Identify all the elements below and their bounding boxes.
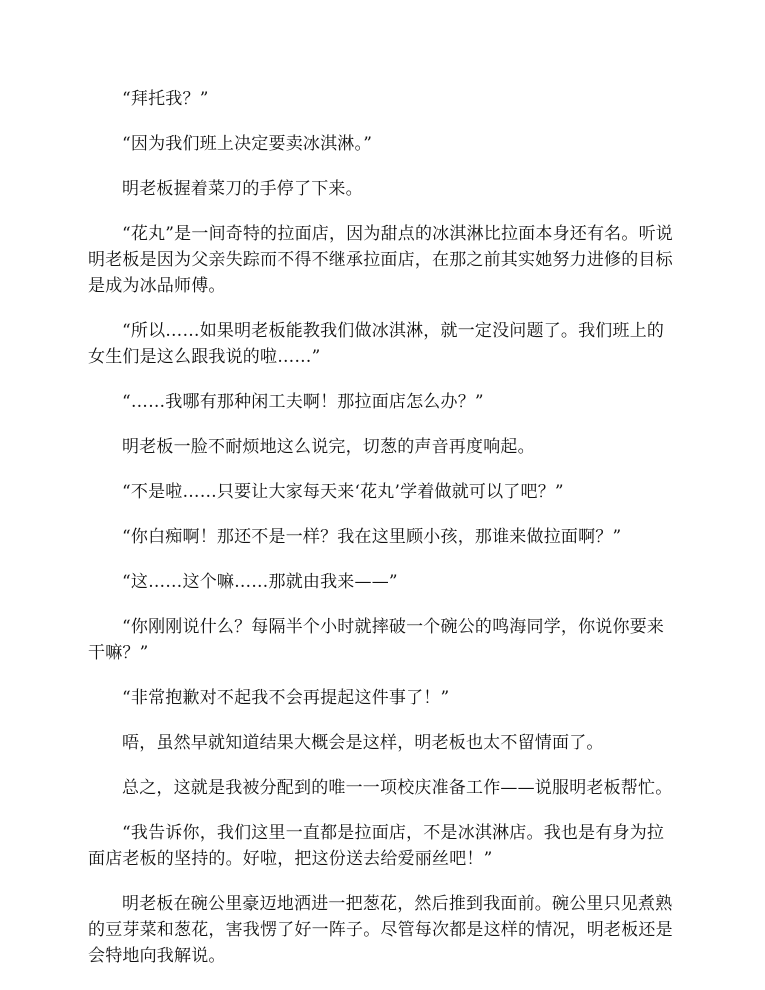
paragraph: “你白痴啊！那还不是一样？我在这里顾小孩，那谁来做拉面啊？” <box>122 527 622 547</box>
paragraph: 明老板握着菜刀的手停了下来。 <box>122 179 363 199</box>
paragraph: 总之，这就是我被分配到的唯一一项校庆准备工作——说服明老板帮忙。 <box>122 778 673 798</box>
paragraph: “不是啦……只要让大家每天来‘花丸’学着做就可以了吧？” <box>122 482 564 502</box>
paragraph: 明老板一脸不耐烦地这么说完，切葱的声音再度响起。 <box>122 437 535 457</box>
paragraph: “所以……如果明老板能教我们做冰淇淋，就一定没问题了。我们班上的女生们是这么跟我说的啦……” <box>88 321 665 367</box>
paragraph: 唔，虽然早就知道结果大概会是这样，明老板也太不留情面了。 <box>122 733 604 753</box>
text-body <box>88 86 676 988</box>
paragraph: “……我哪有那种闲工夫啊！那拉面店怎么办？” <box>122 392 484 412</box>
paragraph: “花丸”是一间奇特的拉面店，因为甜点的冰淇淋比拉面本身还有名。听说明老板是因为父亲失踪而不得不继承拉面店，在那之前其实她努力进修的目标是成为冰品师傅。 <box>88 224 673 296</box>
paragraph: “非常抱歉对不起我不会再提起这件事了！” <box>122 688 450 708</box>
paragraph: 明老板在碗公里豪迈地洒进一把葱花，然后推到我面前。碗公里只见煮熟的豆芽菜和葱花，害我愣了好一阵子。尽管每次都是这样的情况，明老板还是会特地向我解说。 <box>88 894 673 966</box>
paragraph: “这……这个嘛……那就由我来——” <box>122 572 398 592</box>
paragraph: “你刚刚说什么？每隔半个小时就摔破一个碗公的鸣海同学，你说你要来干嘛？” <box>88 617 665 663</box>
paragraph: “拜托我？” <box>122 89 209 109</box>
paragraph: “因为我们班上决定要卖冰淇淋。” <box>122 134 373 154</box>
paragraph: “我告诉你，我们这里一直都是拉面店，不是冰淇淋店。我也是有身为拉面店老板的坚持的。好啦，把这份送去给爱丽丝吧！” <box>88 823 665 869</box>
